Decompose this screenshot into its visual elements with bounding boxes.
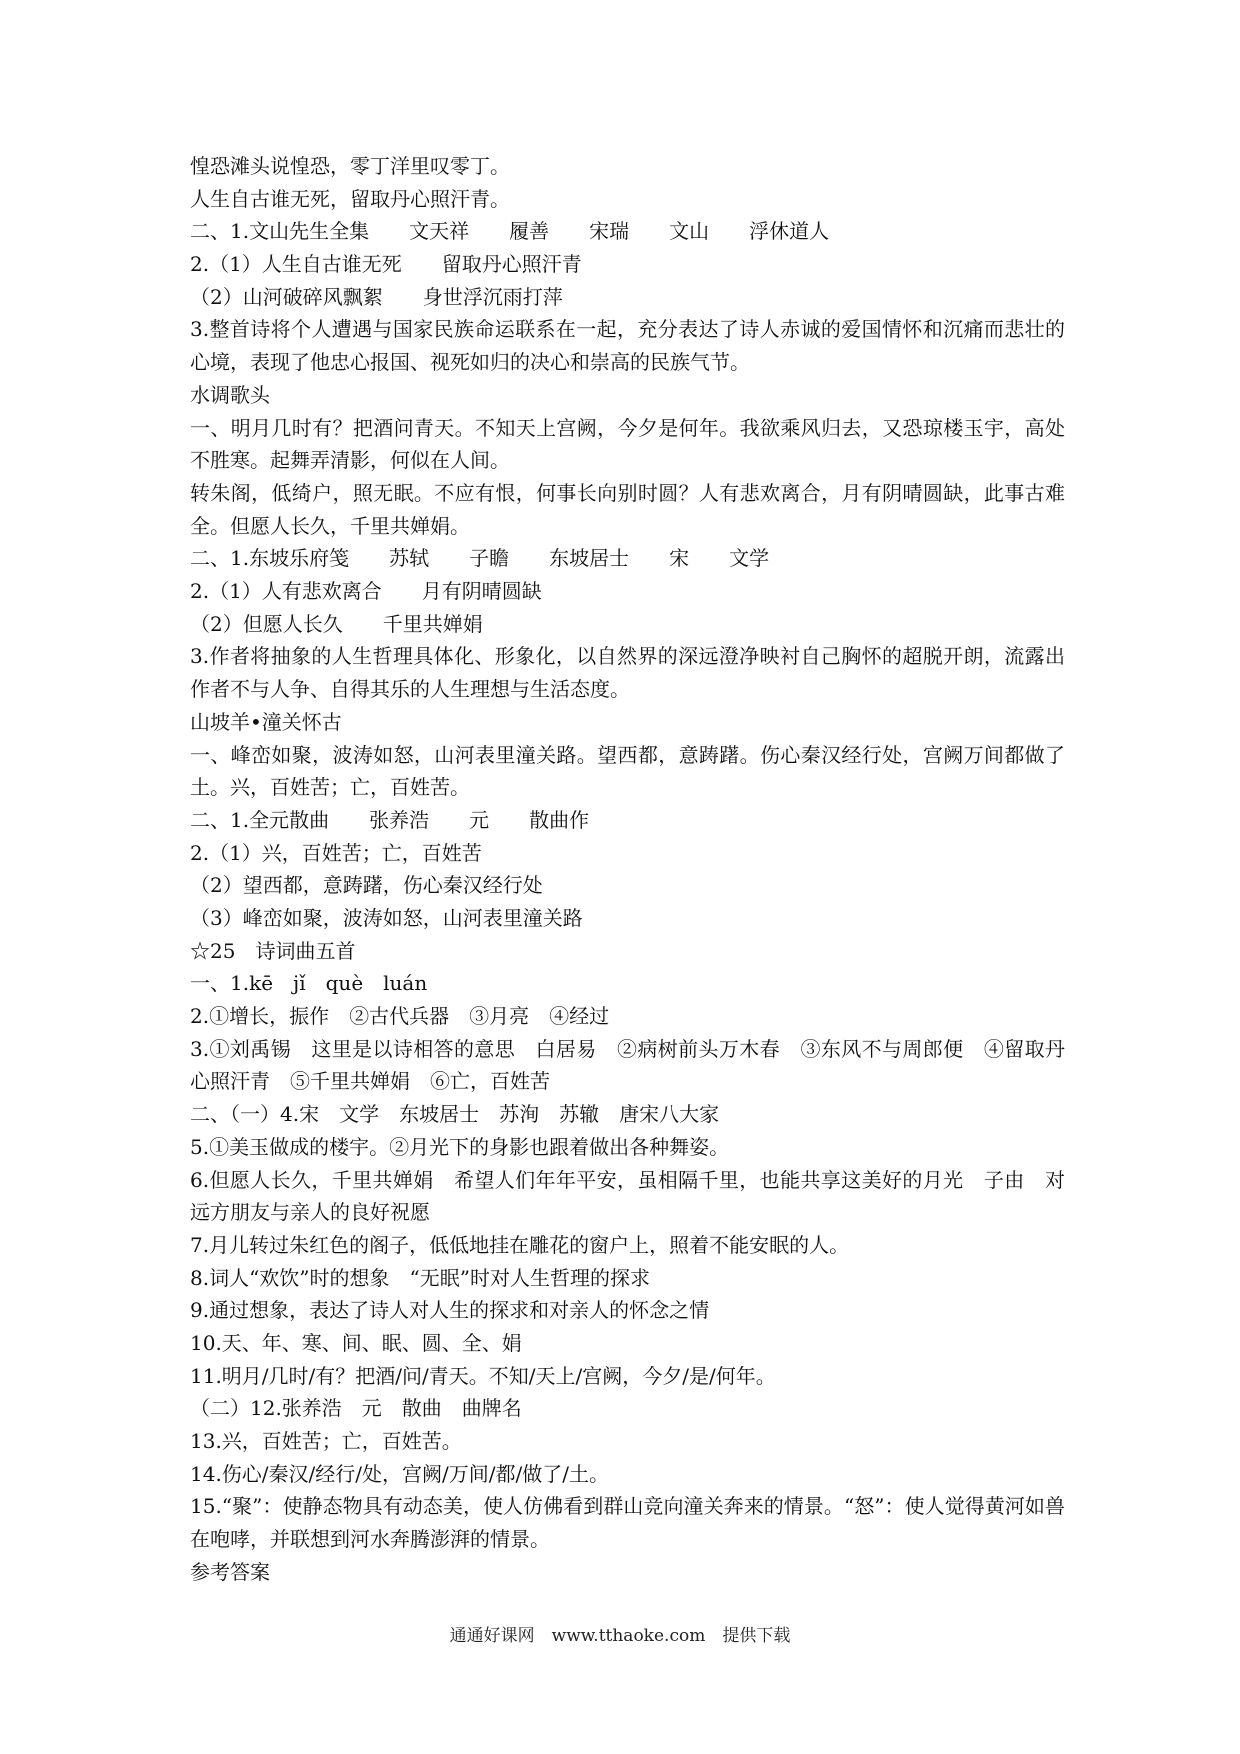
text-line: 人生自古谁无死，留取丹心照汗青。 [190,186,510,211]
text-line: 7.月儿转过朱红色的阁子，低低地挂在雕花的窗户上，照着不能安眠的人。 [190,1232,850,1257]
text-line: 11.明月/几时/有？把酒/问/青天。不知/天上/宫阙，今夕/是/何年。 [190,1363,776,1388]
text-line: 二、（一）4.宋 文学 东坡居士 苏洵 苏辙 唐宋八大家 [190,1102,720,1127]
text-line: 2.（1）人有悲欢离合 月有阴晴圆缺 [190,579,542,604]
text-line: （二）12.张养浩 元 散曲 曲牌名 [190,1396,522,1421]
section-heading: 山坡羊•潼关怀古 [190,709,342,734]
text-paragraph: 一、明月几时有？把酒问青天。不知天上宫阙，今夕是何年。我欲乘风归去，又恐琼楼玉宇，高处不胜寒。起舞弄清影，何似在人间。 [190,415,1065,473]
section-heading: ☆25 诗词曲五首 [190,938,356,963]
text-paragraph: 6.但愿人长久，千里共婵娟 希望人们年年平安，虽相隔千里，也能共享这美好的月光 子由 对远方朋友与亲人的良好祝愿 [190,1167,1065,1225]
section-heading: 水调歌头 [190,382,270,407]
footer-source-credit: 通通好课网 www.tthaoke.com 提供下载 [449,1626,791,1646]
text-line: 8.词人“欢饮”时的想象 “无眠”时对人生哲理的探求 [190,1265,650,1290]
text-line: （3）峰峦如聚，波涛如怒，山河表里潼关路 [190,905,583,930]
text-line: 惶恐滩头说惶恐，零丁洋里叹零丁。 [190,154,510,178]
text-line: 2.（1）人生自古谁无死 留取丹心照汗青 [190,252,582,277]
text-line: 10.天、年、寒、间、眠、圆、全、娟 [190,1330,522,1355]
text-line: （2）但愿人长久 千里共婵娟 [190,611,483,636]
text-paragraph: 3.作者将抽象的人生哲理具体化、形象化，以自然界的深远澄净映衬自己胸怀的超脱开朗，流露出作者不与人争、自得其乐的人生理想与生活态度。 [190,644,1065,702]
section-heading: 参考答案 [190,1559,270,1584]
text-line: 9.通过想象，表达了诗人对人生的探求和对亲人的怀念之情 [190,1298,710,1323]
text-line: 2.（1）兴，百姓苦；亡，百姓苦 [190,840,482,865]
text-paragraph: 3.整首诗将个人遭遇与国家民族命运联系在一起，充分表达了诗人赤诚的爱国情怀和沉痛而悲壮的心境，表现了他忠心报国、视死如归的决心和崇高的民族气节。 [190,317,1065,375]
text-paragraph: 转朱阁，低绮户，照无眠。不应有恨，何事长向别时圆？人有悲欢离合，月有阴晴圆缺，此事古难全。但愿人长久，千里共婵娟。 [190,480,1065,538]
text-paragraph: 15.“聚”：使静态物具有动态美，使人仿佛看到群山竞向潼关奔来的情景。“怒”：使人觉得黄河如兽在咆哮，并联想到河水奔腾澎湃的情景。 [190,1494,1065,1552]
text-line: 14.伤心/秦汉/经行/处，宫阙/万间/都/做了/土。 [190,1461,609,1486]
text-line: （2）山河破碎风飘絮 身世浮沉雨打萍 [190,284,563,309]
text-line: 二、1.东坡乐府笺 苏轼 子瞻 东坡居士 宋 文学 [190,546,770,571]
text-line: 2.①增长，振作 ②古代兵器 ③月亮 ④经过 [190,1004,610,1029]
text-line: （2）望西都，意踌躇，伤心秦汉经行处 [190,873,543,898]
text-line: 一、1.kē jǐ què luán [190,971,428,996]
text-line: 二、1.文山先生全集 文天祥 履善 宋瑞 文山 浮休道人 [190,219,830,244]
text-paragraph: 一、峰峦如聚，波涛如怒，山河表里潼关路。望西都，意踌躇。伤心秦汉经行处，宫阙万间都做了土。兴，百姓苦；亡，百姓苦。 [190,742,1065,800]
text-line: 5.①美玉做成的楼宇。②月光下的身影也跟着做出各种舞姿。 [190,1134,730,1159]
text-line: 二、1.全元散曲 张养浩 元 散曲作 [190,807,590,832]
text-paragraph: 3.①刘禹锡 这里是以诗相答的意思 白居易 ②病树前头万木春 ③东风不与周郎便 ④留取丹心照汗青 ⑤千里共婵娟 ⑥亡，百姓苦 [190,1036,1065,1094]
text-line: 13.兴，百姓苦；亡，百姓苦。 [190,1429,462,1454]
answer-text-body [190,150,1065,1589]
